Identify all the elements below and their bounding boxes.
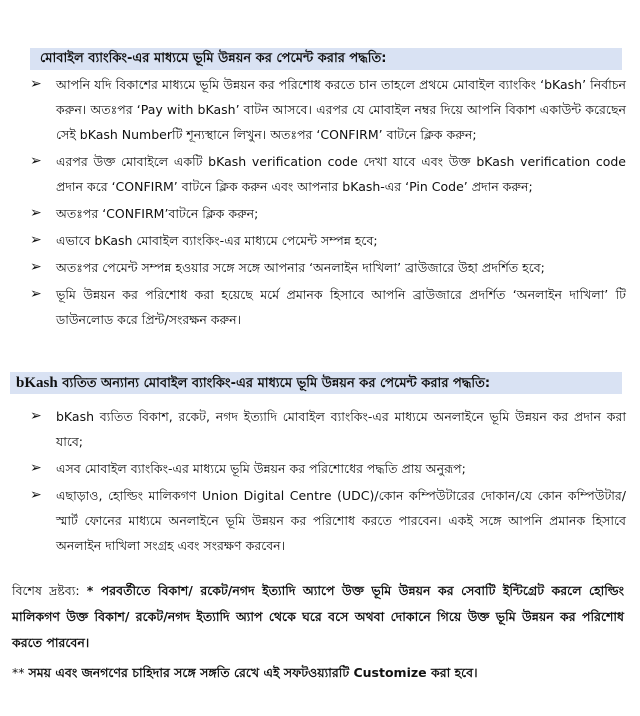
list-item-text: অতঃপর পেমেন্ট সম্পন্ন হওয়ার সঙ্গে সঙ্গে আপনার ‘অনলাইন দাখিলা’ ব্রাউজারে উহা প্রদর্শিত হবে; <box>56 260 545 275</box>
list-item <box>30 456 626 481</box>
list-item-text: এভাবে bKash মোবাইল ব্যাংকিং-এর মাধ্যমে পেমেন্ট সম্পন্ন হবে; <box>56 233 378 248</box>
list-item-text: এসব মোবাইল ব্যাংকিং-এর মাধ্যমে ভূমি উন্নয়ন কর পরিশোধের পদ্ধতি প্রায় অনুরূপ; <box>56 461 466 476</box>
arrow-bullet-icon: ➢ <box>30 259 42 275</box>
list-item <box>30 404 626 454</box>
list-item-text: আপনি যদি বিকাশের মাধ্যমে ভূমি উন্নয়ন কর পরিশোধ করতে চান তাহলে প্রথমে মোবাইল ব্যাংকিং ‘bKash’ নির্বাচন করুন। অতঃপর ‘Pay with bKash’ বাটন আসবে। এরপর যে মোবাইল নম্বর দিয়ে আপনি বিকাশ একাউন্ট করেছেন সেই bKash Numberটি শূন্যস্থানে লিখুন। অতঃপর ‘CONFIRM’ বাটনে ক্লিক করুন; <box>56 77 626 142</box>
list-item <box>30 201 626 226</box>
arrow-bullet-icon: ➢ <box>30 232 42 248</box>
arrow-bullet-icon: ➢ <box>30 153 42 169</box>
section-1-list <box>30 72 626 334</box>
list-item-text: bKash ব্যতিত বিকাশ, রকেট, নগদ ইত্যাদি মোবাইল ব্যাংকিং-এর মাধ্যমে অনলাইনে ভূমি উন্নয়ন কর প্রদান করা যাবে; <box>56 409 626 449</box>
section-2-heading <box>10 372 622 394</box>
list-item <box>30 483 626 558</box>
arrow-bullet-icon: ➢ <box>30 487 42 503</box>
arrow-bullet-icon: ➢ <box>30 286 42 302</box>
special-note-text: * পরবর্তীতে বিকাশ/ রকেট/নগদ ইত্যাদি অ্যাপে উক্ত ভূমি উন্নয়ন কর সেবাটি ইন্টিগ্রেট করলে হোল্ডিং মালিকগণ উক্ত বিকাশ/ রকেট/নগদ ইত্যাদি অ্যাপ থেকে ঘরে বসে অথবা দোকানে গিয়ে উক্ত ভূমি উন্নয়ন কর পরিশোধ করতে পারবেন। <box>12 583 624 650</box>
special-note <box>12 578 624 656</box>
arrow-bullet-icon: ➢ <box>30 76 42 92</box>
section-2-heading-text: ব্যতিত অন্যান্য মোবাইল ব্যাংকিং-এর মাধ্যমে ভূমি উন্নয়ন কর পেমেন্ট করার পদ্ধতি: <box>57 376 491 391</box>
arrow-bullet-icon: ➢ <box>30 205 42 221</box>
list-item <box>30 255 626 280</box>
arrow-bullet-icon: ➢ <box>30 460 42 476</box>
customize-note <box>12 660 624 686</box>
list-item <box>30 72 626 147</box>
list-item-text: অতঃপর ‘CONFIRM’বাটনে ক্লিক করুন; <box>56 206 259 221</box>
list-item <box>30 282 626 332</box>
section-1-heading: মোবাইল ব্যাংকিং-এর মাধ্যমে ভূমি উন্নয়ন কর পেমেন্ট করার পদ্ধতি: <box>30 48 622 70</box>
list-item-text: ভূমি উন্নয়ন কর পরিশোধ করা হয়েছে মর্মে প্রমানক হিসাবে আপনি ব্রাউজারে প্রদর্শিত ‘অনলাইন দাখিলা’ টি ডাউনলোড করে প্রিন্ট/সংরক্ষন করুন। <box>56 287 626 327</box>
customize-note-prefix: ** <box>12 665 29 680</box>
list-item <box>30 228 626 253</box>
section-2-list <box>30 404 626 560</box>
list-item-text: এছাড়াও, হোল্ডিং মালিকগণ Union Digital Centre (UDC)/কোন কম্পিউটারের দোকান/যে কোন কম্পিউটার/স্মার্ট ফোনের মাধ্যমে অনলাইনে ভূমি উন্নয়ন কর পরিশোধ করতে পারবেন। একই সঙ্গে আপনি প্রমানক হিসাবে অনলাইন দাখিলা সংগ্রহ এবং সংরক্ষণ করবেন। <box>56 488 626 553</box>
list-item-text: এরপর উক্ত মোবাইলে একটি bKash verification code দেখা যাবে এবং উক্ত bKash verification code প্রদান করে ‘CONFIRM’ বাটনে ক্লিক করুন এবং আপনার bKash-এর ‘Pin Code’ প্রদান করুন; <box>56 154 626 194</box>
arrow-bullet-icon: ➢ <box>30 408 42 424</box>
section-2-heading-brand: bKash <box>16 375 58 391</box>
customize-note-text: সময় এবং জনগণের চাহিদার সঙ্গে সঙ্গতি রেখে এই সফটওয়্যারটি Customize করা হবে। <box>28 665 478 680</box>
special-note-label: বিশেষ দ্রষ্টব্য: <box>12 583 87 598</box>
list-item <box>30 149 626 199</box>
